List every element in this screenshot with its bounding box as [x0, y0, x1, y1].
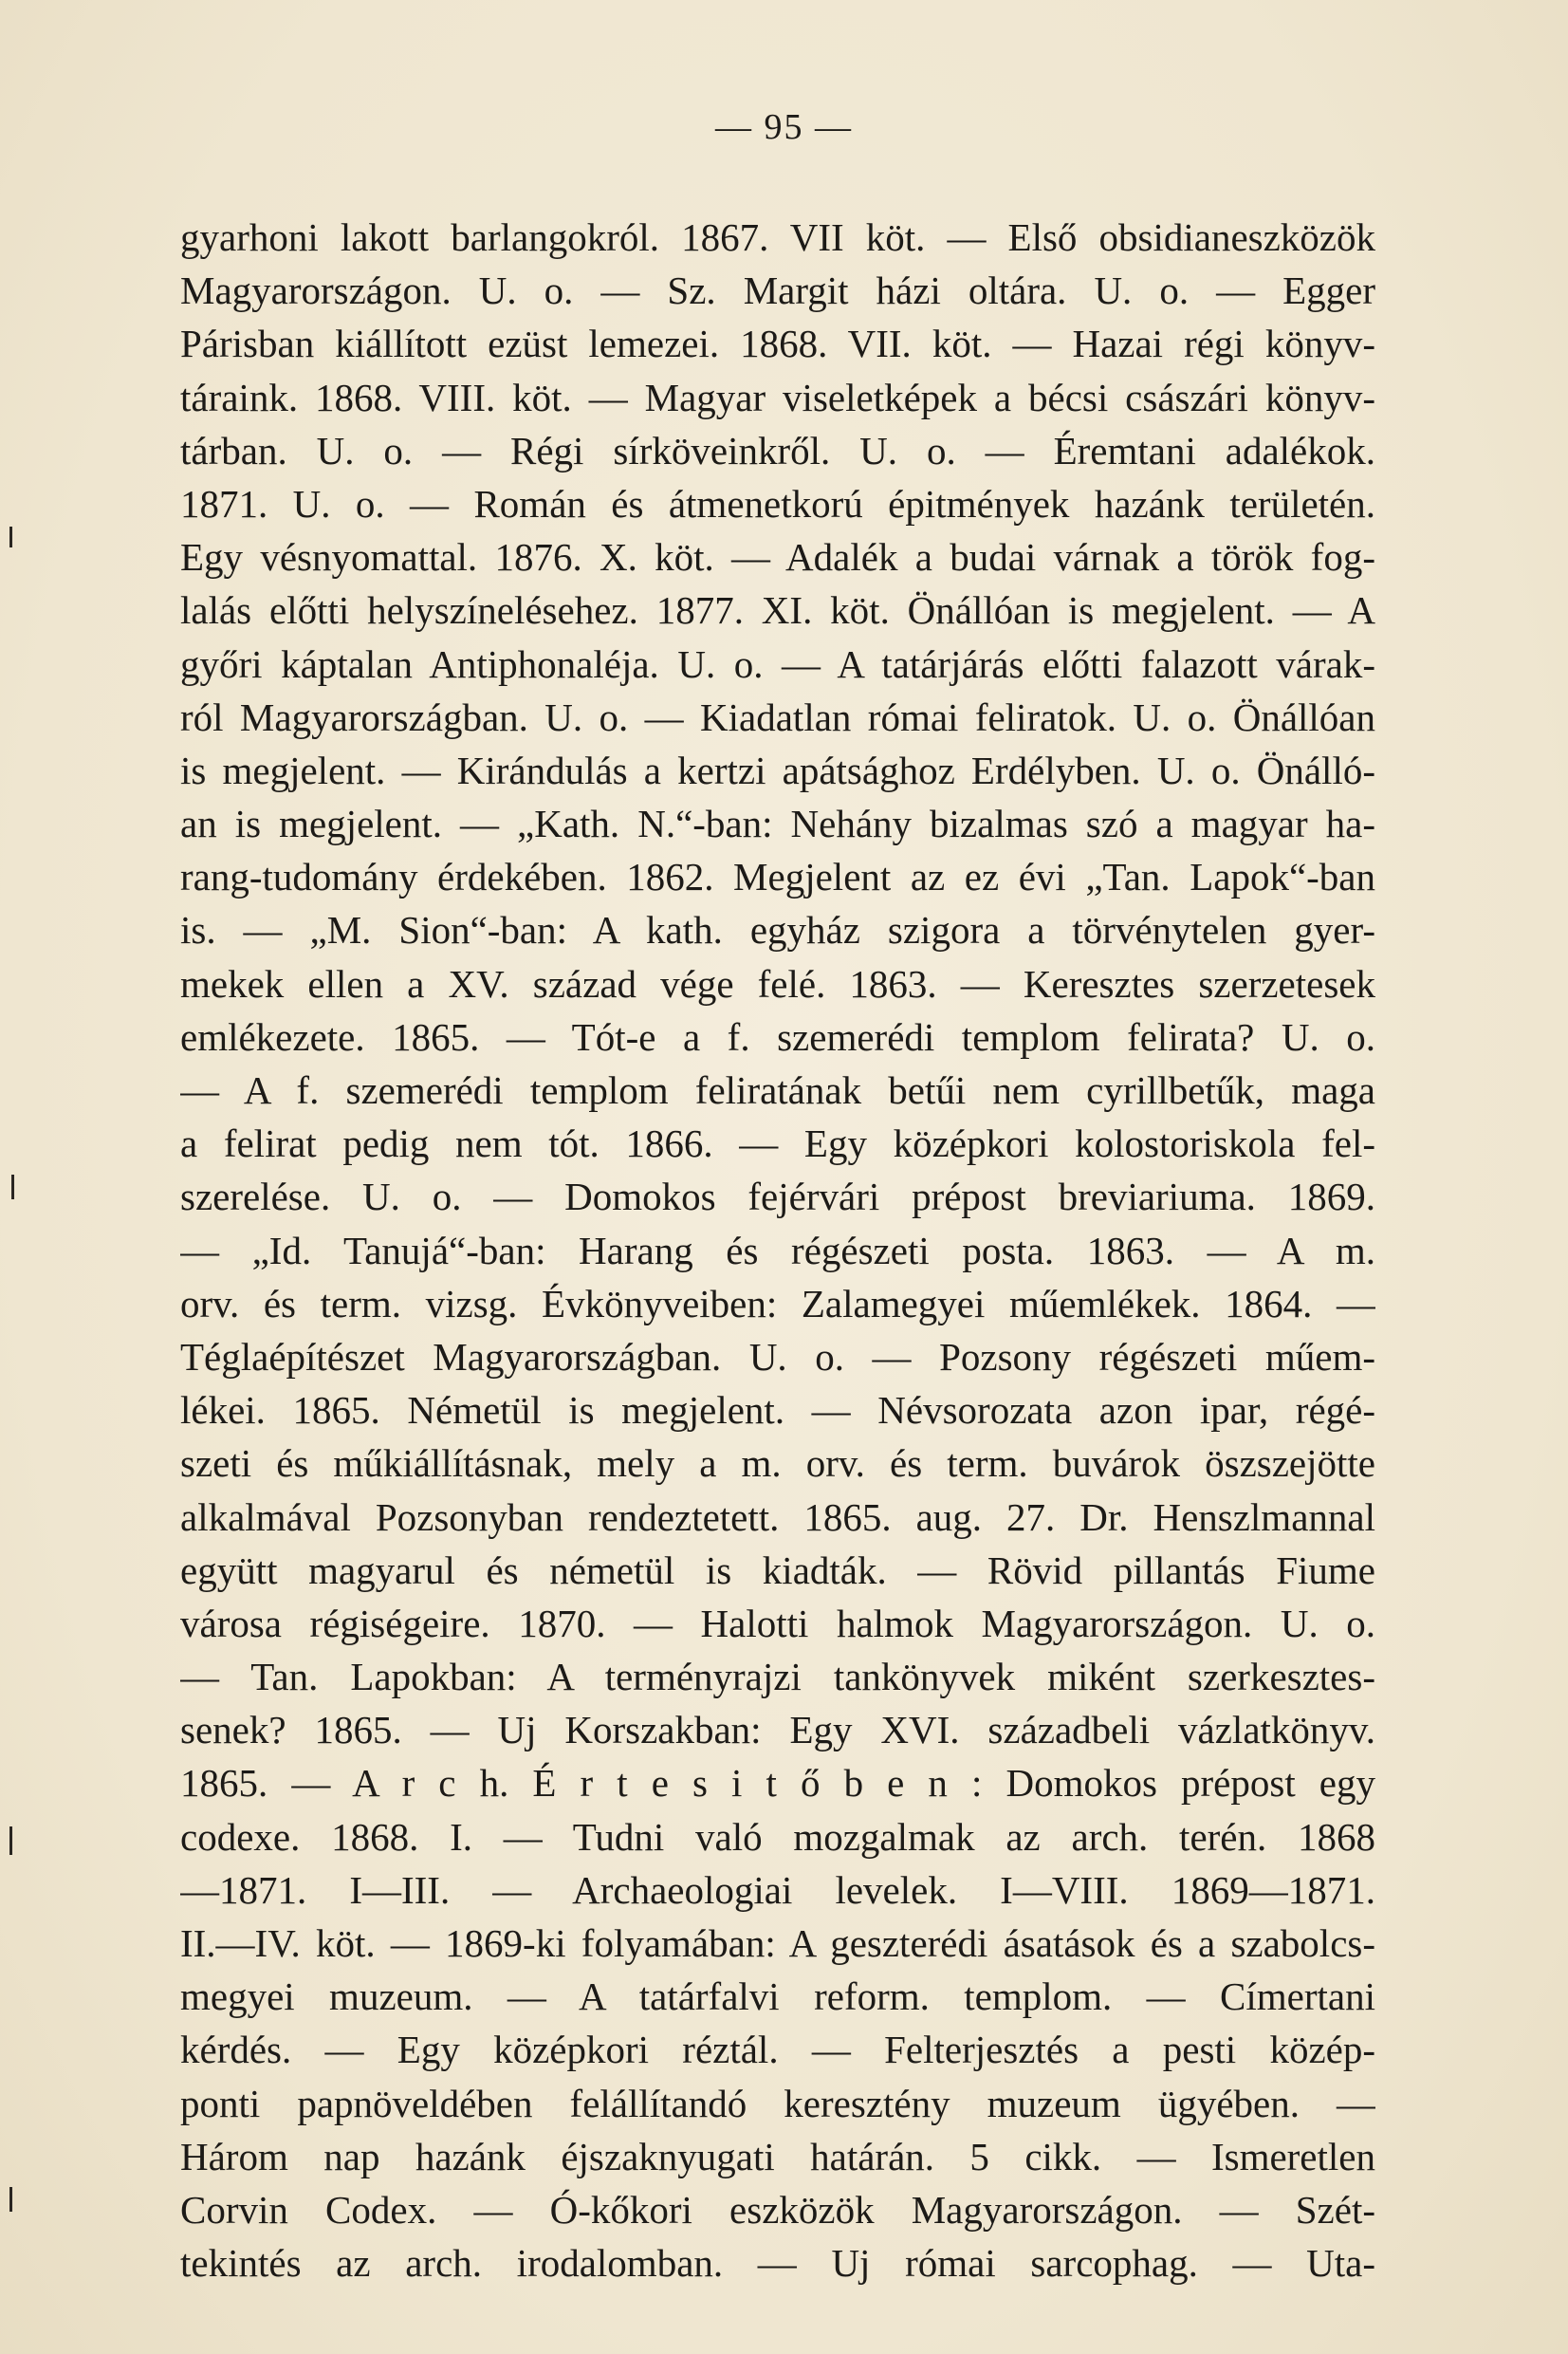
text-line: városa régiségeire. 1870. — Halotti halmok Magyarországon. U. o.: [180, 1601, 1375, 1645]
text-line: Három nap hazánk éjszaknyugati határán. 5 cikk. — Ismeretlen: [180, 2134, 1375, 2178]
text-line: Egy vésnyomattal. 1876. X. köt. — Adalék a budai várnak a török fog-: [180, 535, 1375, 580]
text-line: Magyarországon. U. o. — Sz. Margit házi oltára. U. o. — Egger: [180, 269, 1375, 313]
text-line: orv. és term. vizsg. Évkönyveiben: Zalamegyei műemlékek. 1864. —: [180, 1281, 1375, 1325]
text-line: Párisban kiállított ezüst lemezei. 1868. VII. köt. — Hazai régi könyv-: [180, 322, 1375, 366]
text-line: ponti papnöveldében felállítandó keresztény muzeum ügyében. —: [180, 2081, 1375, 2125]
text-line: codexe. 1868. I. — Tudni való mozgalmak az arch. terén. 1868: [180, 1814, 1375, 1859]
text-line: 1871. U. o. — Román és átmenetkorú épitmények hazánk területén.: [180, 481, 1375, 526]
text-line: szerelése. U. o. — Domokos fejérvári prépost breviariuma. 1869.: [180, 1175, 1375, 1219]
text-line: mekek ellen a XV. század vége felé. 1863. — Keresztes szerzetesek: [180, 961, 1375, 1006]
text-line: is megjelent. — Kirándulás a kertzi apátsághoz Erdélyben. U. o. Önálló-: [180, 748, 1375, 792]
text-line: emlékezete. 1865. — Tót-e a f. szemerédi templom felirata? U. o.: [180, 1014, 1375, 1059]
text-line: együtt magyarul és németül is kiadták. — Rövid pillantás Fiume: [180, 1548, 1375, 1592]
text-line: lékei. 1865. Németül is megjelent. — Névsorozata azon ipar, régé-: [180, 1388, 1375, 1433]
text-line: Corvin Codex. — Ó-kőkori eszközök Magyarországon. — Szét-: [180, 2187, 1375, 2232]
text-line: lalás előtti helyszínelésehez. 1877. XI. köt. Önállóan is megjelent. — A: [180, 588, 1375, 633]
text-line: gyarhoni lakott barlangokról. 1867. VII köt. — Első obsidianeszközök: [180, 215, 1375, 259]
text-line: ról Magyarországban. U. o. — Kiadatlan római feliratok. U. o. Önállóan: [180, 695, 1375, 739]
margin-mark: [11, 1175, 14, 1199]
text-line: — Tan. Lapokban: A terményrajzi tankönyvek miként szerkesztes-: [180, 1655, 1375, 1699]
text-line: szeti és műkiállításnak, mely a m. orv. és term. buvárok öszszejötte: [180, 1441, 1375, 1486]
text-line: an is megjelent. — „Kath. N.“-ban: Nehány bizalmas szó a magyar ha-: [180, 802, 1375, 846]
text-line: tekintés az arch. irodalomban. — Uj római sarcophag. — Uta-: [180, 2241, 1375, 2286]
text-line: II.—IV. köt. — 1869-ki folyamában: A geszterédi ásatások és a szabolcs-: [180, 1921, 1375, 1965]
text-line: 1865. — A r c h. É r t e s i t ő b e n : Domokos prépost egy: [180, 1761, 1375, 1806]
text-line: — „Id. Tanujá“-ban: Harang és régészeti posta. 1863. — A m.: [180, 1228, 1375, 1272]
body-text: [180, 211, 1375, 2289]
page-number: — 95 —: [715, 107, 853, 147]
text-line: rang-tudomány érdekében. 1862. Megjelent az ez évi „Tan. Lapok“-ban: [180, 855, 1375, 899]
text-line: alkalmával Pozsonyban rendeztetett. 1865. aug. 27. Dr. Henszlmannal: [180, 1494, 1375, 1539]
text-line: táraink. 1868. VIII. köt. — Magyar viseletképek a bécsi császári könyv-: [180, 375, 1375, 419]
text-line: tárban. U. o. — Régi sírköveinkről. U. o. — Éremtani adalékok.: [180, 428, 1375, 473]
margin-mark: [9, 527, 12, 547]
text-line: —1871. I—III. — Archaeologiai levelek. I—VIII. 1869—1871.: [180, 1867, 1375, 1912]
text-line: senek? 1865. — Uj Korszakban: Egy XVI. századbeli vázlatkönyv.: [180, 1708, 1375, 1752]
text-line: — A f. szemerédi templom feliratának betűi nem cyrillbetűk, maga: [180, 1068, 1375, 1112]
text-line: győri káptalan Antiphonaléja. U. o. — A tatárjárás előtti falazott várak-: [180, 641, 1375, 686]
text-line: Téglaépítészet Magyarországban. U. o. — Pozsony régészeti műem-: [180, 1334, 1375, 1379]
text-line: a felirat pedig nem tót. 1866. — Egy középkori kolostoriskola fel-: [180, 1121, 1375, 1166]
margin-mark: [9, 1826, 12, 1855]
text-line: is. — „M. Sion“-ban: A kath. egyház szigora a törvénytelen gyer-: [180, 908, 1375, 953]
text-line: megyei muzeum. — A tatárfalvi reform. templom. — Címertani: [180, 1974, 1375, 2019]
text-line: kérdés. — Egy középkori réztál. — Felterjesztés a pesti közép-: [180, 2028, 1375, 2072]
margin-mark: [9, 2187, 12, 2212]
